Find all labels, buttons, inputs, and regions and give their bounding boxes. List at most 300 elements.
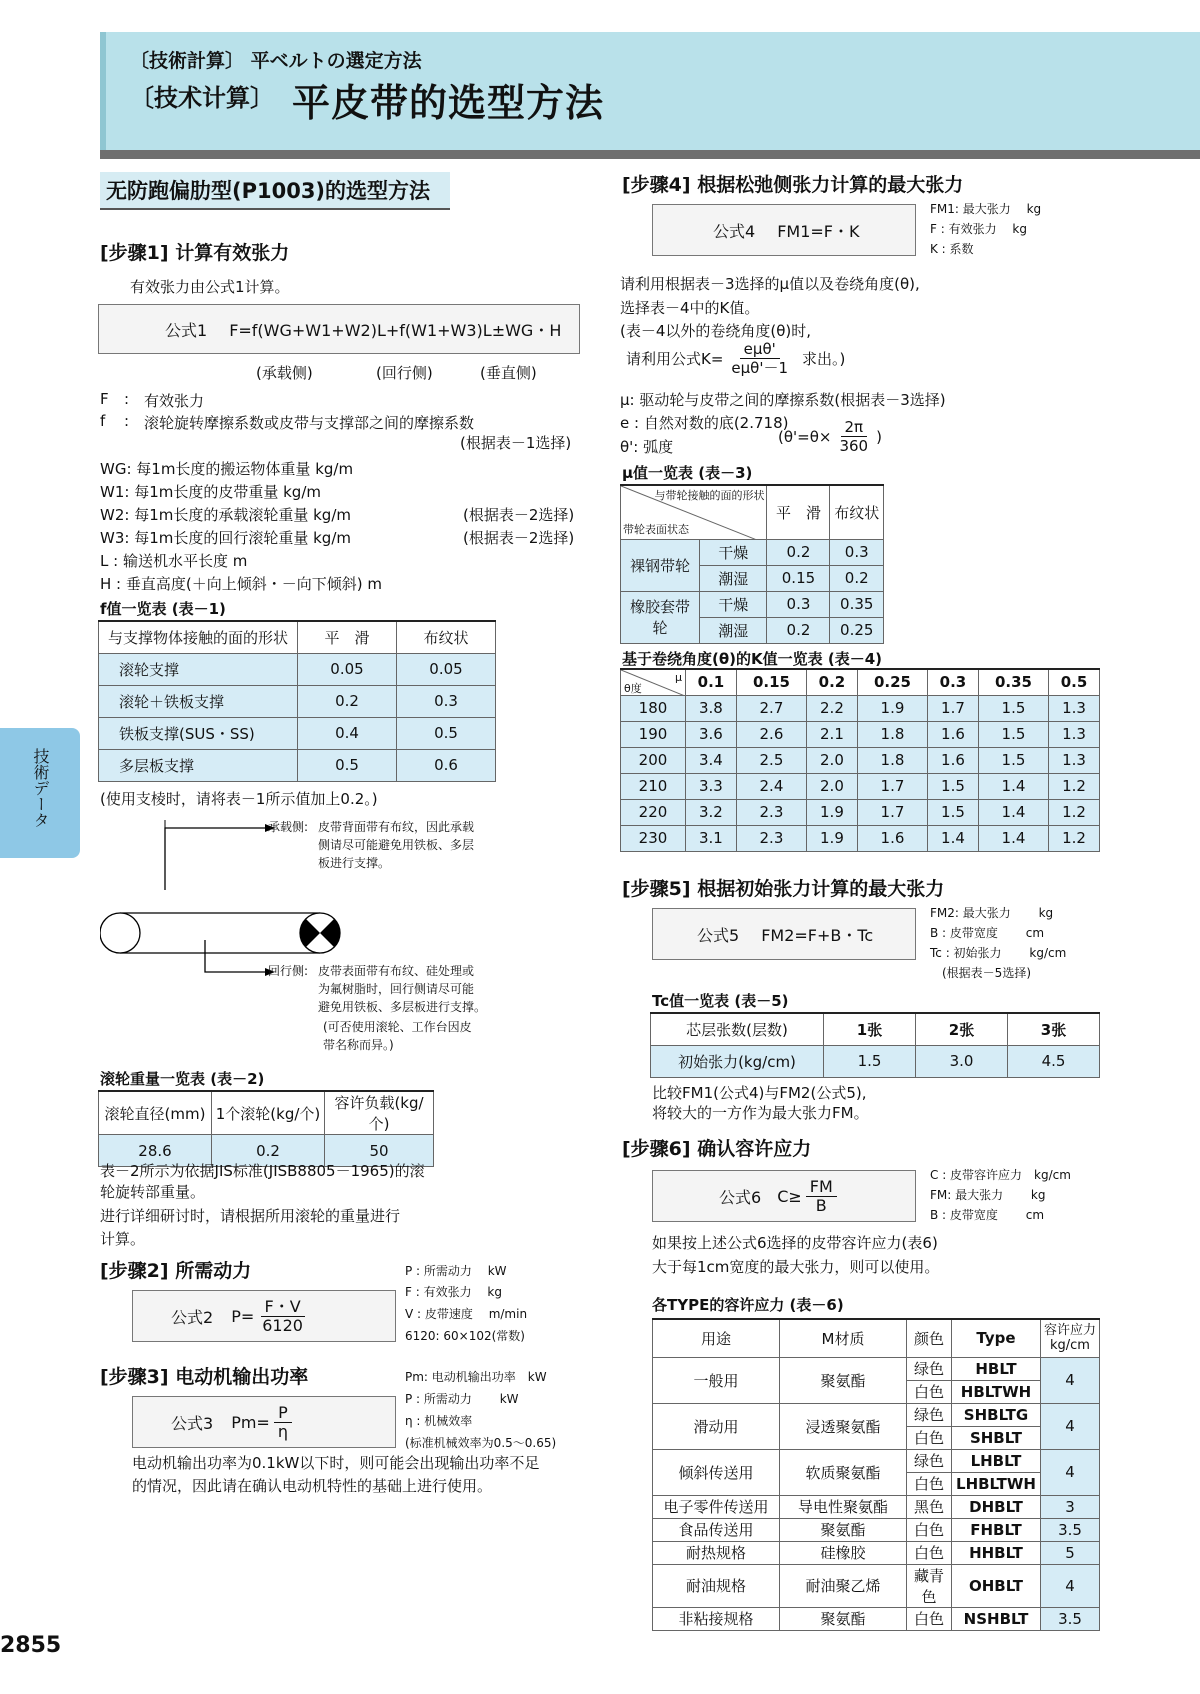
table6-cell: 导电性聚氨酯 — [780, 1495, 907, 1518]
table5-header: 1张 — [824, 1013, 916, 1045]
table1-cell: 0.5 — [397, 717, 496, 749]
table6-cell: HBLTWH — [952, 1380, 1041, 1403]
step6-def: B : 皮带宽度 cm — [930, 1208, 1045, 1222]
weight-W2-note: (根据表－2选择) — [463, 506, 575, 524]
step5-def: B : 皮带宽度 cm — [930, 926, 1045, 940]
def-f-text: 滚轮旋转摩擦系数或皮带与支撑部之间的摩擦系数 — [144, 414, 475, 432]
step6-def: FM: 最大张力 kg — [930, 1188, 1046, 1202]
table4-cell: 220 — [621, 799, 686, 825]
def-F-sep: : — [124, 390, 130, 408]
table6-cell: LHBLTWH — [952, 1472, 1041, 1495]
table5-title: Tc值一览表 (表－5) — [652, 992, 789, 1010]
formula1-label: 公式1 — [165, 320, 208, 340]
table3-cell: 潮湿 — [700, 565, 767, 591]
return-line: 带名称而异。) — [323, 1038, 394, 1052]
table4-header: 0.25 — [857, 669, 927, 695]
step6-note: 如果按上述公式6选择的皮带容许应力(表6) — [652, 1234, 938, 1252]
step3-title: [步骤3] 电动机输出功率 — [100, 1366, 309, 1388]
table-row — [99, 685, 496, 717]
table6-cell: 白色 — [907, 1541, 952, 1564]
table2-note: 进行详细研讨时，请根据所用滚轮的重量进行 — [100, 1207, 401, 1225]
formula1-sub-carry: (承载侧) — [256, 364, 313, 382]
table1-cell: 滚轮＋铁板支撑 — [99, 685, 298, 717]
table4-cell: 3.8 — [686, 695, 737, 721]
step3-def: η : 机械效率 — [405, 1414, 473, 1428]
step5-def: (根据表－5选择) — [930, 966, 1031, 980]
weight-W3-note: (根据表－2选择) — [463, 529, 575, 547]
carry-line: 板进行支撑。 — [318, 856, 391, 870]
step3-def: P : 所需动力 kW — [405, 1392, 519, 1406]
formula1-sub-vertical: (垂直侧) — [480, 364, 537, 382]
formula6-num: FM — [806, 1178, 837, 1197]
table4-header: 0.3 — [928, 669, 979, 695]
table6-cell: LHBLT — [952, 1449, 1041, 1472]
section-title: 无防跑偏肋型(P1003)的选型方法 — [100, 172, 450, 210]
table-row — [653, 1518, 1100, 1541]
table2-note: 轮旋转部重量。 — [100, 1183, 206, 1201]
table4-cell: 1.4 — [978, 825, 1048, 851]
table2-note: 表－2所示为依据JIS标准(JISB8805－1965)的滚 — [100, 1162, 425, 1180]
table3-header: 布纹状 — [830, 485, 884, 539]
table6-cell: 4 — [1041, 1449, 1100, 1495]
table3-cell: 干燥 — [700, 539, 767, 565]
table4-cell: 1.3 — [1049, 695, 1100, 721]
table6-cell: HBLT — [952, 1357, 1041, 1380]
step2-def: 6120: 60×102(常数) — [405, 1329, 525, 1343]
table1-cell: 0.2 — [298, 685, 397, 717]
table4-cell: 1.2 — [1049, 799, 1100, 825]
table6-cell: 耐热规格 — [653, 1541, 780, 1564]
table6-cell: 黑色 — [907, 1495, 952, 1518]
table4-cell: 1.9 — [807, 799, 858, 825]
table4 — [620, 668, 1100, 852]
table3-corner-top: 与带轮接触的面的形状 — [654, 489, 765, 502]
mu-def: μ: 驱动轮与皮带之间的摩擦系数(根据表－3选择) — [620, 391, 946, 409]
table3-cell: 0.3 — [830, 539, 884, 565]
table3-title: μ值一览表 (表－3) — [622, 464, 753, 482]
formula6-den: B — [815, 1195, 827, 1215]
table6-cell: 一般用 — [653, 1357, 780, 1403]
table6-cell: OHBLT — [952, 1564, 1041, 1607]
table-row — [621, 747, 1100, 773]
carry-leader-line — [165, 828, 265, 890]
table-row — [653, 1564, 1100, 1607]
step3-def: (标准机械效率为0.5～0.65) — [405, 1436, 557, 1450]
return-label: 回行侧: — [268, 964, 309, 978]
table4-cell: 2.3 — [736, 799, 806, 825]
table6-cell: SHBLT — [952, 1426, 1041, 1449]
table6-cell: 绿色 — [907, 1357, 952, 1380]
formula6-label: 公式6 — [719, 1187, 762, 1207]
table4-cell: 3.4 — [686, 747, 737, 773]
e-def: e : 自然对数的底(2.718) — [620, 414, 789, 432]
table4-cell: 1.8 — [857, 747, 927, 773]
formula6-lhs: C≥ — [777, 1186, 802, 1206]
table6-cell: 4 — [1041, 1564, 1100, 1607]
return-leader-line — [205, 940, 265, 972]
formula2-box — [132, 1290, 396, 1342]
idler-pulley-icon — [100, 913, 140, 953]
table6-cell: 绿色 — [907, 1403, 952, 1426]
table6-cell: 耐油规格 — [653, 1564, 780, 1607]
table4-cell: 3.1 — [686, 825, 737, 851]
table4-corner-mu: μ — [675, 671, 682, 684]
table-row — [621, 591, 884, 617]
table-row — [99, 749, 496, 781]
table3 — [620, 484, 884, 644]
table4-title: 基于卷绕角度(θ)的K值一览表 (表－4) — [622, 650, 883, 668]
table3-corner-bottom: 带轮表面状态 — [623, 522, 689, 536]
table4-cell: 2.3 — [736, 825, 806, 851]
table5-cell: 1.5 — [824, 1045, 916, 1077]
table4-header: 0.15 — [736, 669, 806, 695]
step1-intro: 有效张力由公式1计算。 — [130, 278, 290, 296]
return-line: 皮带表面带有布纹、硅处理或 — [318, 964, 475, 978]
table-row — [621, 825, 1100, 851]
table-row — [653, 1541, 1100, 1564]
formula4: FM1=F・K — [777, 221, 860, 241]
step4-def: FM1: 最大张力 kg — [930, 202, 1042, 216]
formula2-num: F・V — [261, 1298, 305, 1317]
table4-cell: 1.6 — [928, 721, 979, 747]
step4-def: F : 有效张力 kg — [930, 222, 1027, 236]
table6-cell: 浸透聚氨酯 — [780, 1403, 907, 1449]
table4-cell: 2.5 — [736, 747, 806, 773]
formula2-den: 6120 — [262, 1315, 303, 1335]
theta-formula-suffix: ) — [876, 427, 882, 446]
carry-line: 皮带背面带有布纹，因此承载 — [318, 820, 475, 834]
formula5-box — [652, 908, 916, 960]
table4-cell: 1.6 — [857, 825, 927, 851]
table4-corner-theta: θ度 — [624, 681, 642, 695]
weight-WG: WG: 每1m长度的搬运物体重量 kg/m — [100, 460, 354, 478]
table6-cell: 非粘接规格 — [653, 1607, 780, 1630]
table6-cell: 白色 — [907, 1607, 952, 1630]
table-row — [99, 653, 496, 685]
k-formula-suffix: 求出。) — [802, 350, 846, 368]
table6-cell: 倾斜传送用 — [653, 1449, 780, 1495]
table4-cell: 1.4 — [978, 773, 1048, 799]
step6-def: C : 皮带容许应力 kg/cm — [930, 1168, 1071, 1182]
table4-header: 0.5 — [1049, 669, 1100, 695]
table4-cell: 1.4 — [978, 799, 1048, 825]
table1-cell: 0.4 — [298, 717, 397, 749]
table4-cell: 2.0 — [807, 773, 858, 799]
table4-header: 0.35 — [978, 669, 1048, 695]
table3-cell: 0.25 — [830, 617, 884, 643]
table4-header: 0.1 — [686, 669, 737, 695]
table1-header: 与支撑物体接触的面的形状 — [99, 621, 298, 653]
formula1: F=f(WG+W1+W2)L+f(W1+W3)L±WG・H — [229, 320, 562, 340]
table2-note: 计算。 — [100, 1230, 146, 1248]
table1-cell: 铁板支撑(SUS・SS) — [99, 717, 298, 749]
formula5: FM2=F+B・Tc — [761, 925, 874, 945]
theta-formula-num: 2π — [841, 418, 868, 437]
table1-cell: 0.05 — [397, 653, 496, 685]
table4-cell: 3.6 — [686, 721, 737, 747]
table-row — [653, 1607, 1100, 1630]
table6-cell: NSHBLT — [952, 1607, 1041, 1630]
table3-group: 裸钢带轮 — [621, 539, 700, 591]
table6-header: 用途 — [653, 1319, 780, 1357]
table-row — [653, 1357, 1100, 1380]
table4-cell: 190 — [621, 721, 686, 747]
table2-header: 滚轮直径(mm) — [99, 1091, 212, 1135]
def-f-note: (根据表－1选择) — [460, 434, 572, 452]
table-row — [653, 1495, 1100, 1518]
table6-cell: 3.5 — [1041, 1607, 1100, 1630]
step1-title: [步骤1] 计算有效张力 — [100, 242, 290, 264]
return-line: 为氟树脂时，回行侧请尽可能 — [318, 982, 475, 996]
table2-title: 滚轮重量一览表 (表－2) — [100, 1070, 265, 1088]
table-row — [99, 717, 496, 749]
table-row — [621, 773, 1100, 799]
table6-header: Type — [952, 1319, 1041, 1357]
table4-cell: 1.2 — [1049, 773, 1100, 799]
table4-cell: 1.6 — [928, 747, 979, 773]
table1-cell: 0.5 — [298, 749, 397, 781]
table4-cell: 230 — [621, 825, 686, 851]
table2-header: 容许负载(kg/个) — [325, 1091, 434, 1135]
table6-cell: 滑动用 — [653, 1403, 780, 1449]
table6-cell: HHBLT — [952, 1541, 1041, 1564]
side-tab-label: 技術データ — [31, 748, 50, 828]
table6-cell: 耐油聚乙烯 — [780, 1564, 907, 1607]
table4-cell: 2.7 — [736, 695, 806, 721]
table6-header: M材质 — [780, 1319, 907, 1357]
formula4-label: 公式4 — [713, 221, 756, 241]
step2-def: P : 所需动力 kW — [405, 1264, 507, 1278]
table-row — [653, 1449, 1100, 1472]
table6-cell: 聚氨酯 — [780, 1518, 907, 1541]
table6-cell: SHBLTG — [952, 1403, 1041, 1426]
table3-cell: 0.35 — [830, 591, 884, 617]
def-F-text: 有效张力 — [144, 392, 205, 410]
table6-cell: 食品传送用 — [653, 1518, 780, 1541]
table2 — [98, 1090, 434, 1167]
table1-title: f值一览表 (表－1) — [100, 600, 226, 618]
table6-cell: 聚氨酯 — [780, 1357, 907, 1403]
table5-cell: 4.5 — [1008, 1045, 1100, 1077]
table1-header: 平 滑 — [298, 621, 397, 653]
table4-cell: 1.3 — [1049, 747, 1100, 773]
formula2-label: 公式2 — [171, 1307, 214, 1327]
table4-cell: 1.2 — [1049, 825, 1100, 851]
table4-header: 0.2 — [807, 669, 858, 695]
table3-cell: 0.2 — [767, 539, 830, 565]
table5-note: 将较大的一方作为最大张力FM。 — [652, 1104, 869, 1122]
step6-note: 大于每1cm宽度的最大张力，则可以使用。 — [652, 1258, 940, 1276]
table4-cell: 2.0 — [807, 747, 858, 773]
table4-cell: 1.5 — [978, 747, 1048, 773]
table6-cell: 白色 — [907, 1380, 952, 1403]
table4-cell: 3.2 — [686, 799, 737, 825]
table6-cell: 藏青色 — [907, 1564, 952, 1607]
table4-cell: 1.5 — [928, 773, 979, 799]
table6-cell: DHBLT — [952, 1495, 1041, 1518]
def-H: H : 垂直高度(＋向上倾斜・－向下倾斜) m — [100, 575, 382, 593]
table-row — [621, 721, 1100, 747]
table3-cell: 0.2 — [767, 617, 830, 643]
table5-header: 2张 — [916, 1013, 1008, 1045]
step3-note: 电动机输出功率为0.1kW以下时，则可能会出现输出功率不足 — [132, 1454, 540, 1472]
table2-cell: 0.2 — [212, 1135, 325, 1167]
step4-note: 选择表－4中的K值。 — [620, 299, 760, 317]
step2-title: [步骤2] 所需动力 — [100, 1260, 252, 1282]
table6-cell: 3.5 — [1041, 1518, 1100, 1541]
table4-cell: 180 — [621, 695, 686, 721]
table2-cell: 50 — [325, 1135, 434, 1167]
formula1-box — [98, 304, 580, 354]
table1 — [98, 620, 496, 782]
k-formula-num: eμθ' — [740, 340, 780, 359]
table6-header: 颜色 — [907, 1319, 952, 1357]
formula3-label: 公式3 — [171, 1413, 214, 1433]
table4-cell: 2.2 — [807, 695, 858, 721]
cn-title-prefix: 〔技术计算〕 — [130, 84, 274, 112]
formula2-lhs: P= — [231, 1306, 255, 1326]
table-row — [621, 539, 884, 565]
table5 — [650, 1012, 1100, 1078]
table6-cell: 聚氨酯 — [780, 1607, 907, 1630]
table4-cell: 2.1 — [807, 721, 858, 747]
table6-cell: 软质聚氨酯 — [780, 1449, 907, 1495]
formula1-sub-return: (回行侧) — [376, 364, 433, 382]
table1-note: (使用支棱时，请将表－1所示值加上0.2。) — [100, 790, 378, 808]
step5-title: [步骤5] 根据初始张力计算的最大张力 — [622, 878, 945, 900]
theta-def: θ': 弧度 — [620, 438, 674, 456]
table4-cell: 2.4 — [736, 773, 806, 799]
carry-label: 承载侧: — [268, 820, 309, 834]
table2-cell: 28.6 — [99, 1135, 212, 1167]
table6-cell: 4 — [1041, 1403, 1100, 1449]
table4-cell: 210 — [621, 773, 686, 799]
table6-cell: 电子零件传送用 — [653, 1495, 780, 1518]
step4-note: 请利用根据表－3选择的μ值以及卷绕角度(θ), — [620, 275, 920, 293]
table4-cell: 1.5 — [928, 799, 979, 825]
table1-cell: 0.05 — [298, 653, 397, 685]
weight-W2: W2: 每1m长度的承载滚轮重量 kg/m — [100, 506, 351, 524]
table4-cell: 1.5 — [978, 721, 1048, 747]
table6-title: 各TYPE的容许应力 (表－6) — [652, 1296, 844, 1314]
k-formula — [626, 340, 845, 377]
carry-line: 侧请尽可能避免用铁板、多层 — [318, 838, 475, 852]
table5-header: 3张 — [1008, 1013, 1100, 1045]
page-number: 2855 — [0, 1633, 62, 1658]
formula3-den: η — [277, 1421, 288, 1441]
table4-cell: 3.3 — [686, 773, 737, 799]
table6-cell: 3 — [1041, 1495, 1100, 1518]
table-row — [621, 695, 1100, 721]
table6 — [652, 1318, 1100, 1631]
return-line: 避免用铁板、多层板进行支撑。 — [318, 1000, 487, 1014]
table6-cell: 白色 — [907, 1472, 952, 1495]
step5-def: FM2: 最大张力 kg — [930, 906, 1054, 920]
table6-cell: 5 — [1041, 1541, 1100, 1564]
theta-formula-prefix: (θ'=θ× — [778, 427, 832, 446]
table1-cell: 0.3 — [397, 685, 496, 717]
table1-cell: 0.6 — [397, 749, 496, 781]
step6-title: [步骤6] 确认容许应力 — [622, 1138, 812, 1160]
table4-cell: 1.7 — [928, 695, 979, 721]
jp-title: 〔技術計算〕 平ベルトの選定方法 — [130, 50, 422, 72]
def-f-sym: f — [100, 412, 106, 430]
table6-cell: 白色 — [907, 1518, 952, 1541]
def-f-sep: : — [124, 412, 130, 430]
step3-note: 的情况，因此请在确认电动机特性的基础上进行使用。 — [132, 1477, 493, 1495]
table3-cell: 0.15 — [767, 565, 830, 591]
theta-formula — [778, 418, 882, 455]
theta-formula-den: 360 — [839, 437, 869, 455]
step4-def: K : 系数 — [930, 242, 974, 256]
table2-header: 1个滚轮(kg/个) — [212, 1091, 325, 1135]
table1-cell: 多层板支撑 — [99, 749, 298, 781]
weight-W3: W3: 每1m长度的回行滚轮重量 kg/m — [100, 529, 351, 547]
table6-cell: 绿色 — [907, 1449, 952, 1472]
header-edge — [100, 32, 106, 159]
formula4-box — [652, 204, 916, 256]
table5-cell: 初始张力(kg/cm) — [651, 1045, 824, 1077]
table6-header: 容许应力 kg/cm — [1041, 1319, 1100, 1357]
table3-cell: 潮湿 — [700, 617, 767, 643]
table1-header: 布纹状 — [397, 621, 496, 653]
table4-cell: 1.5 — [978, 695, 1048, 721]
table4-cell: 2.6 — [736, 721, 806, 747]
k-formula-prefix: 请利用公式K= — [626, 350, 724, 368]
table4-cell: 1.9 — [857, 695, 927, 721]
table-row — [653, 1403, 1100, 1426]
table5-cell: 3.0 — [916, 1045, 1008, 1077]
table6-cell: 4 — [1041, 1357, 1100, 1403]
formula3-num: P — [274, 1404, 292, 1423]
table3-cell: 0.2 — [830, 565, 884, 591]
table5-note: 比较FM1(公式4)与FM2(公式5), — [652, 1084, 867, 1102]
step4-note: (表－4以外的卷绕角度(θ)时, — [620, 322, 812, 340]
table6-cell: 硅橡胶 — [780, 1541, 907, 1564]
table4-cell: 1.4 — [928, 825, 979, 851]
formula6-box — [652, 1170, 916, 1222]
table4-cell: 1.7 — [857, 773, 927, 799]
def-L: L : 输送机水平长度 m — [100, 552, 248, 570]
table4-cell: 200 — [621, 747, 686, 773]
step4-title: [步骤4] 根据松弛侧张力计算的最大张力 — [622, 174, 964, 196]
def-F-sym: F — [100, 390, 109, 408]
table1-cell: 滚轮支撑 — [99, 653, 298, 685]
formula3-lhs: Pm= — [231, 1412, 270, 1432]
table-row — [621, 799, 1100, 825]
table3-group: 橡胶套带轮 — [621, 591, 700, 643]
step3-def: Pm: 电动机输出功率 kW — [405, 1370, 547, 1384]
table6-cell: FHBLT — [952, 1518, 1041, 1541]
table5-header: 芯层张数(层数) — [651, 1013, 824, 1045]
table3-header: 平 滑 — [767, 485, 830, 539]
table6-cell: 白色 — [907, 1426, 952, 1449]
table3-cell: 0.3 — [767, 591, 830, 617]
header-shadow — [100, 150, 1200, 159]
step2-def: V : 皮带速度 m/min — [405, 1307, 528, 1321]
step2-def: F : 有效张力 kg — [405, 1285, 502, 1299]
table4-cell: 1.8 — [857, 721, 927, 747]
weight-W1: W1: 每1m长度的皮带重量 kg/m — [100, 483, 321, 501]
step5-def: Tc : 初始张力 kg/cm — [930, 946, 1067, 960]
table4-cell: 1.3 — [1049, 721, 1100, 747]
page-title: 平皮带的选型方法 — [292, 81, 605, 125]
table3-cell: 干燥 — [700, 591, 767, 617]
table4-cell: 1.9 — [807, 825, 858, 851]
table-row — [651, 1045, 1100, 1077]
return-line: (可否使用滚轮、工作台因皮 — [323, 1020, 472, 1034]
k-formula-den: eμθ'－1 — [731, 359, 789, 377]
